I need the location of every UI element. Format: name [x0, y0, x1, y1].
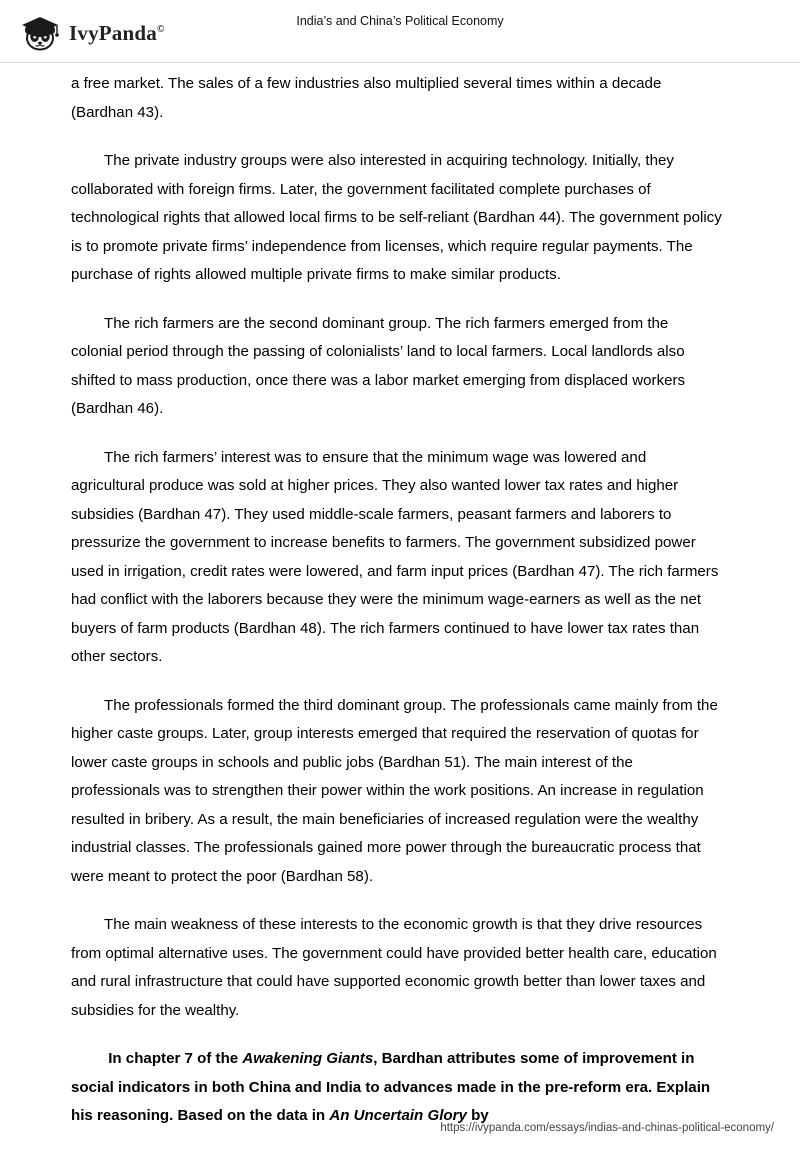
assignment-prompt-paragraph: [71, 1045, 722, 1131]
document-body: [71, 70, 722, 1151]
document-title: India’s and China’s Political Economy: [296, 14, 504, 28]
paragraph: The main weakness of these interests to the economic growth is that they drive resources from optimal alternative uses. The government could have provided better health care, education and rural infrastructure that could have supported economic growth better than lower taxes and subsidies for the wealthy.: [71, 916, 717, 1019]
registered-mark: ©: [156, 23, 165, 35]
paragraph: a free market. The sales of a few industries also multiplied several times within a decade (Bardhan 43).: [71, 75, 662, 121]
prompt-segment: by: [466, 1107, 489, 1124]
prompt-segment: , Bardhan attributes some of improvement in social indicators in both China and India to advances made in the pre-reform era. Explain his reasoning. Based on the data in: [71, 1050, 711, 1124]
book-title-an-uncertain-glory: An Uncertain Glory: [329, 1107, 467, 1124]
paragraph: The private industry groups were also interested in acquiring technology. Initially, they collaborated with foreign firms. Later, the government facilitated complete purchases of technological rights that allowed local firms to be self-reliant (Bardhan 44). The government policy is to promote private firms’ independence from licenses, which require regular payments. The purchase of rights allowed multiple private firms to make similar products.: [71, 152, 722, 283]
paragraph: The rich farmers are the second dominant group. The rich farmers emerged from the colonial period through the passing of colonialists’ land to local farmers. Local landlords also shifted to mass production, once there was a labor market emerging from displaced workers (Bardhan 46).: [71, 314, 686, 417]
prompt-segment: In chapter 7 of the: [108, 1050, 243, 1067]
paragraph: The professionals formed the third dominant group. The professionals came mainly from the higher caste groups. Later, group interests emerged that required the reservation of quotas for lower caste groups in schools and public jobs (Bardhan 51). The main interest of the professionals was to strengthen their power within the work positions. An increase in regulation resulted in bribery. As a result, the main beneficiaries of increased regulation were the wealthy industrial classes. The professionals gained more power through the bureaucratic process that were meant to protect the poor (Bardhan 58).: [71, 696, 718, 885]
paragraph: The rich farmers’ interest was to ensure that the minimum wage was lowered and agricultural produce was sold at higher prices. They also wanted lower tax rates and higher subsidies (Bardhan 47). They used middle-scale farmers, peasant farmers and laborers to pressurize the government to increase benefits to farmers. The government subsidized power used in irrigation, credit rates were lowered, and farm input prices (Bardhan 47). The rich farmers had conflict with the laborers because they were the minimum wage-earners as well as the net buyers of farm products (Bardhan 48). The rich farmers continued to have lower tax rates than other sectors.: [71, 448, 719, 665]
header-divider: [0, 62, 800, 63]
brand-name-text: IvyPanda: [69, 20, 157, 45]
book-title-awakening-giants: Awakening Giants: [242, 1050, 374, 1067]
page-header: [0, 0, 800, 62]
footer-source-url[interactable]: https://ivypanda.com/essays/indias-and-chinas-political-economy/: [440, 1122, 774, 1134]
